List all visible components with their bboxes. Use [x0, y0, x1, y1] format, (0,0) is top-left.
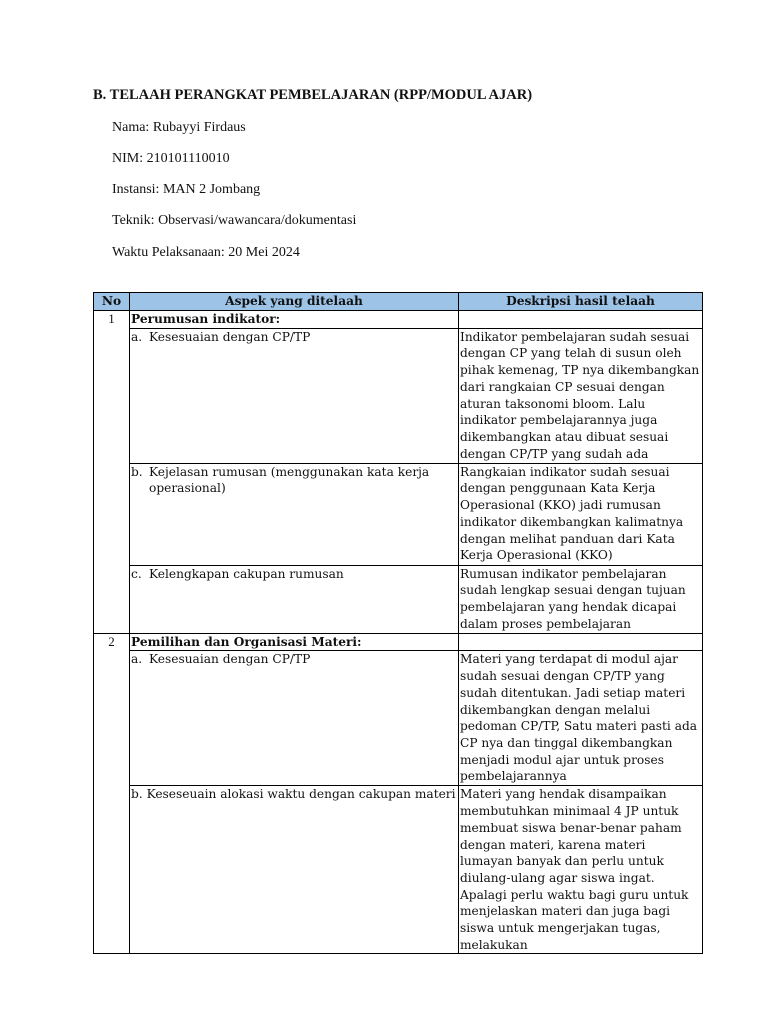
waktu-line: Waktu Pelaksanaan: 20 Mei 2024	[112, 245, 300, 260]
description-cell: Materi yang hendak disampaikan membutuhkan minimaal 4 JP untuk membuat siswa benar-benar paham dengan materi, karena materi lumayan banyak dan perlu untuk diulang-ulang agar siswa ingat. Apalagi perlu waktu bagi guru untuk menjelaskan materi dan juga bagi siswa untuk mengerjakan tugas, melakukan	[459, 786, 703, 954]
description-cell: Indikator pembelajaran sudah sesuai dengan CP yang telah di susun oleh pihak kemenag, TP nya dikembangkan dari rangkaian CP sesuai dengan aturan taksonomi bloom. Lalu indikator pembelajarannya juga dikembangkan atau dibuat sesuai dengan CP/TP yang sudah ada	[459, 328, 703, 463]
aspect-text: Kejelasan rumusan (menggunakan kata kerja operasional)	[149, 464, 430, 496]
table-row	[94, 651, 703, 786]
description-cell: Rumusan indikator pembelajaran sudah lengkap sesuai dengan tujuan pembelajaran yang hendak dicapai dalam proses pembelajaran	[459, 565, 703, 633]
instansi-line: Instansi: MAN 2 Jombang	[112, 182, 261, 197]
section-number: 1	[94, 311, 130, 634]
document-title: B. TELAAH PERANGKAT PEMBELAJARAN (RPP/MODUL AJAR)	[93, 87, 533, 103]
item-label: b.	[131, 464, 143, 479]
item-label: a.	[131, 652, 143, 667]
table-row	[94, 786, 703, 954]
aspect-text-body: Keseseuain alokasi waktu dengan cakupan materi	[146, 787, 456, 802]
section-number: 2	[94, 633, 130, 954]
aspect-cell	[130, 565, 459, 633]
section-title: Perumusan indikator:	[130, 311, 459, 329]
item-label: b.	[131, 787, 143, 802]
teknik-line: Teknik: Observasi/wawancara/dokumentasi	[112, 213, 357, 228]
table-row	[94, 328, 703, 463]
aspect-cell	[130, 328, 459, 463]
column-header-aspect: Aspek yang ditelaah	[130, 293, 459, 311]
description-cell: Materi yang terdapat di modul ajar sudah sesuai dengan CP/TP yang sudah ditentukan. Jadi setiap materi dikembangkan dengan melalui pedoman CP/TP, Satu materi pasti ada CP nya dan tinggal dikembangkan menjadi modul ajar untuk proses pembelajarannya	[459, 651, 703, 786]
section-title-empty-cell	[459, 633, 703, 651]
nama-line: Nama: Rubayyi Firdaus	[112, 120, 246, 135]
nim-line: NIM: 210101110010	[112, 151, 230, 166]
column-header-description: Deskripsi hasil telaah	[459, 293, 703, 311]
item-label: a.	[131, 329, 143, 344]
aspect-cell	[130, 786, 459, 954]
review-table	[93, 292, 703, 954]
table-header-row	[94, 293, 703, 311]
aspect-text: Kelengkapan cakupan rumusan	[149, 566, 344, 581]
table-row	[94, 463, 703, 565]
section-title-row	[94, 633, 703, 651]
aspect-cell	[130, 463, 459, 565]
column-header-no: No	[94, 293, 130, 311]
item-label: c.	[131, 566, 142, 581]
section-title-empty-cell	[459, 311, 703, 329]
aspect-text: Kesesuaian dengan CP/TP	[149, 329, 311, 344]
description-cell: Rangkaian indikator sudah sesuai dengan penggunaan Kata Kerja Operasional (KKO) jadi rumusan indikator dikembangkan kalimatnya dengan melihat panduan dari Kata Kerja Operasional (KKO)	[459, 463, 703, 565]
table-row	[94, 565, 703, 633]
aspect-cell	[130, 651, 459, 786]
section-title-row	[94, 311, 703, 329]
aspect-text: Kesesuaian dengan CP/TP	[149, 652, 311, 667]
section-title: Pemilihan dan Organisasi Materi:	[130, 633, 459, 651]
aspect-text	[131, 786, 457, 803]
